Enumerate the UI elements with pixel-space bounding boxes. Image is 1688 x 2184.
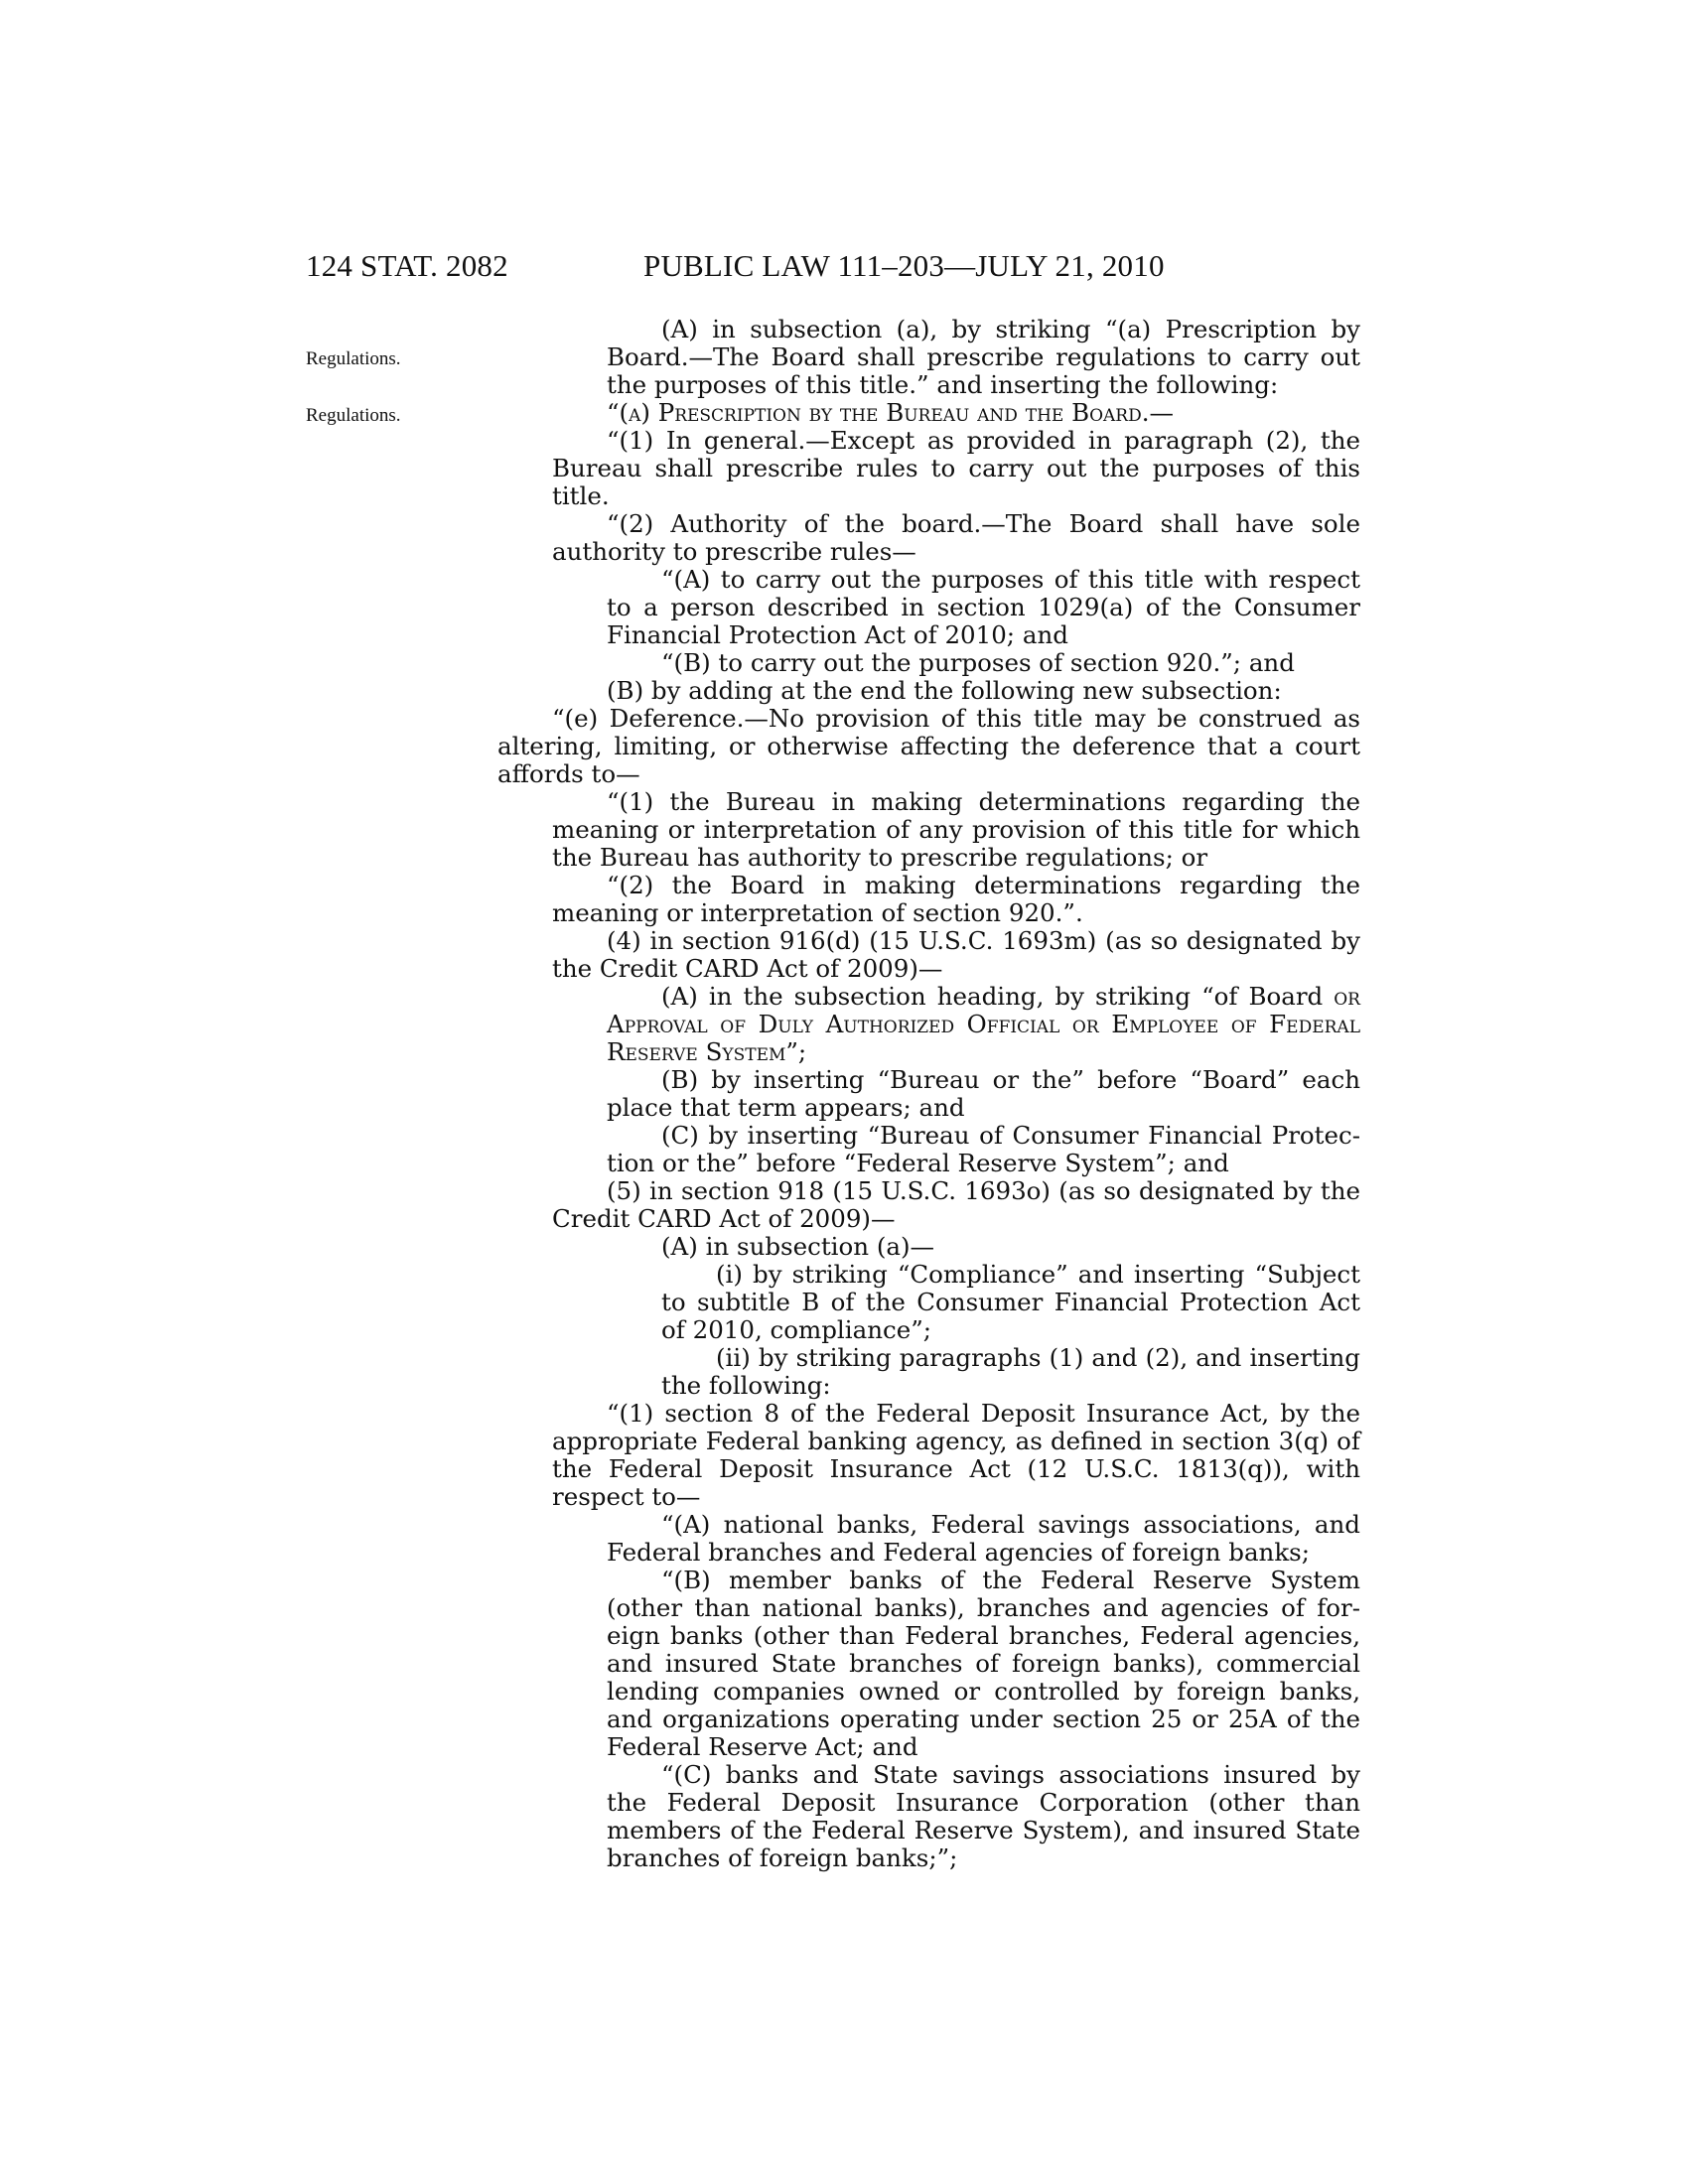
paragraph	[552, 927, 1360, 983]
text-line: of this title.	[552, 454, 1361, 510]
text-line: Federal branches and Federal agencies of foreign banks;	[607, 1538, 1311, 1567]
paragraph	[607, 649, 1360, 677]
paragraph	[552, 872, 1360, 927]
text-line: by the Credit CARD Act of 2009)—	[552, 926, 1360, 983]
text-line: “(e) Deference.—No provision of this title may be construed	[552, 704, 1323, 733]
paragraph	[607, 1066, 1360, 1122]
text-line: to a person described in section 1029(a) of the Consumer	[607, 593, 1360, 621]
text-line: out the purposes of this title.” and inserting the following:	[607, 342, 1360, 399]
text-line: or Approval of Duly Authorized Official or Employee	[607, 982, 1360, 1038]
text-line: “(A) to carry out the purposes of this title with respect	[661, 565, 1360, 594]
text-line: “(2) Authority of the board.—The Board shall have sole	[607, 509, 1360, 538]
paragraph	[607, 1122, 1360, 1177]
paragraph	[552, 510, 1360, 566]
text-line: the appropriate Federal banking agency, as defined in section	[552, 1399, 1360, 1455]
paragraph	[607, 316, 1360, 399]
text-line: “(B) to carry out the purposes of section 920.”; and	[661, 648, 1295, 677]
paragraph	[607, 1511, 1360, 1567]
text-line: and organizations operating under section 25 or 25A of	[607, 1705, 1311, 1733]
paragraph	[607, 983, 1360, 1066]
text-line: “(2) the Board in making determinations regarding the	[607, 871, 1360, 899]
text-line: “(1) the Bureau in making determinations regarding the	[607, 787, 1360, 816]
text-line: by the Credit CARD Act of 2009)—	[552, 1176, 1360, 1233]
text-line: court affords to—	[497, 732, 1360, 788]
paragraph	[552, 1177, 1360, 1233]
paragraph	[552, 427, 1360, 510]
text-line: members of the Federal Reserve System), and insured State	[607, 1816, 1360, 1844]
paragraph	[607, 1233, 1360, 1261]
text-line: 3(q) of the Federal Deposit Insurance Act (12 U.S.C. 1813(q)),	[552, 1427, 1360, 1483]
paragraph	[607, 1761, 1360, 1872]
text-line: (A) in subsection (a), by striking “(a) Prescription	[661, 315, 1318, 343]
text-line: (4) in section 916(d) (15 U.S.C. 1693m) (as so designated	[607, 926, 1323, 955]
paragraph	[661, 1344, 1360, 1400]
text-line: by Board.—The Board shall prescribe regulations to carry	[607, 315, 1360, 371]
text-line: inserting the following:	[661, 1343, 1360, 1400]
text-line: “(1) section 8 of the Federal Deposit Insurance Act, by	[607, 1399, 1310, 1428]
paragraph	[607, 1567, 1360, 1761]
text-line: “(B) member banks of the Federal Reserve System	[661, 1566, 1360, 1594]
text-line: with respect to—	[552, 1454, 1360, 1511]
text-line: place that term appears; and	[607, 1093, 965, 1122]
text-line: “(a) Prescription by the Bureau and the Board.—	[607, 398, 1175, 427]
text-line: (C) by inserting “Bureau of Consumer Financial Protec-	[661, 1121, 1360, 1150]
text-line: (i) by striking “Compliance” and inserting “Subject	[716, 1260, 1360, 1289]
text-line: branches of foreign banks;”;	[607, 1843, 958, 1872]
paragraph	[552, 1400, 1360, 1511]
paragraph	[497, 705, 1360, 788]
text-line: the Federal Reserve Act; and	[607, 1705, 1360, 1761]
text-line: Financial Protection Act of 2010; and	[607, 620, 1068, 649]
text-line: tion or the” before “Federal Reserve System”; and	[607, 1149, 1229, 1177]
text-line: which the Bureau has authority to prescribe regulations; or	[552, 815, 1360, 872]
text-line: (B) by inserting “Bureau or the” before “Board” each	[661, 1065, 1360, 1094]
text-line: (A) in subsection (a)—	[661, 1232, 935, 1261]
text-line: meaning or interpretation of any provision of this title for	[552, 815, 1278, 844]
text-line: to subtitle B of the Consumer Financial Protection	[661, 1288, 1309, 1316]
text-line: (ii) by striking paragraphs (1) and (2), and	[716, 1343, 1242, 1372]
running-header-title: PUBLIC LAW 111–203—JULY 21, 2010	[643, 248, 1165, 283]
paragraph	[552, 399, 1360, 427]
margin-note: Regulations.	[306, 405, 401, 426]
text-line: of Federal Reserve System”;	[607, 1010, 1360, 1066]
paragraph	[552, 788, 1360, 872]
text-line: authority to prescribe rules—	[552, 537, 916, 566]
text-line: and insured State branches of foreign banks), commercial	[607, 1649, 1360, 1678]
text-line: (B) by adding at the end the following new subsection:	[607, 676, 1282, 705]
text-line: (other than national banks), branches and agencies of for-	[607, 1593, 1360, 1622]
statute-body	[497, 316, 1360, 1872]
text-line: the Bureau shall prescribe rules to carry out the purposes	[552, 426, 1360, 482]
text-line: lending companies owned or controlled by foreign banks,	[607, 1677, 1360, 1706]
text-line: eign banks (other than Federal branches, Federal agencies,	[607, 1621, 1360, 1650]
text-line: the Federal Deposit Insurance Corporation (other than	[607, 1788, 1360, 1817]
paragraph	[607, 566, 1360, 649]
paragraph	[661, 1261, 1360, 1344]
text-line: “(C) banks and State savings associations insured by	[661, 1760, 1360, 1789]
text-line: meaning or interpretation of section 920.”.	[552, 898, 1083, 927]
text-line: as altering, limiting, or otherwise affecting the deference that a	[497, 704, 1360, 760]
text-line: (A) in the subsection heading, by striking “of Board	[661, 982, 1324, 1011]
page-reference: 124 STAT. 2082	[306, 248, 508, 283]
text-line: (5) in section 918 (15 U.S.C. 1693o) (as so designated	[607, 1176, 1275, 1205]
text-line: “(A) national banks, Federal savings associations, and	[661, 1510, 1360, 1539]
text-line: “(1) In general.—Except as provided in paragraph (2),	[607, 426, 1309, 455]
margin-note: Regulations.	[306, 348, 401, 369]
text-line: Act of 2010, compliance”;	[661, 1288, 1360, 1344]
paragraph	[552, 677, 1360, 705]
